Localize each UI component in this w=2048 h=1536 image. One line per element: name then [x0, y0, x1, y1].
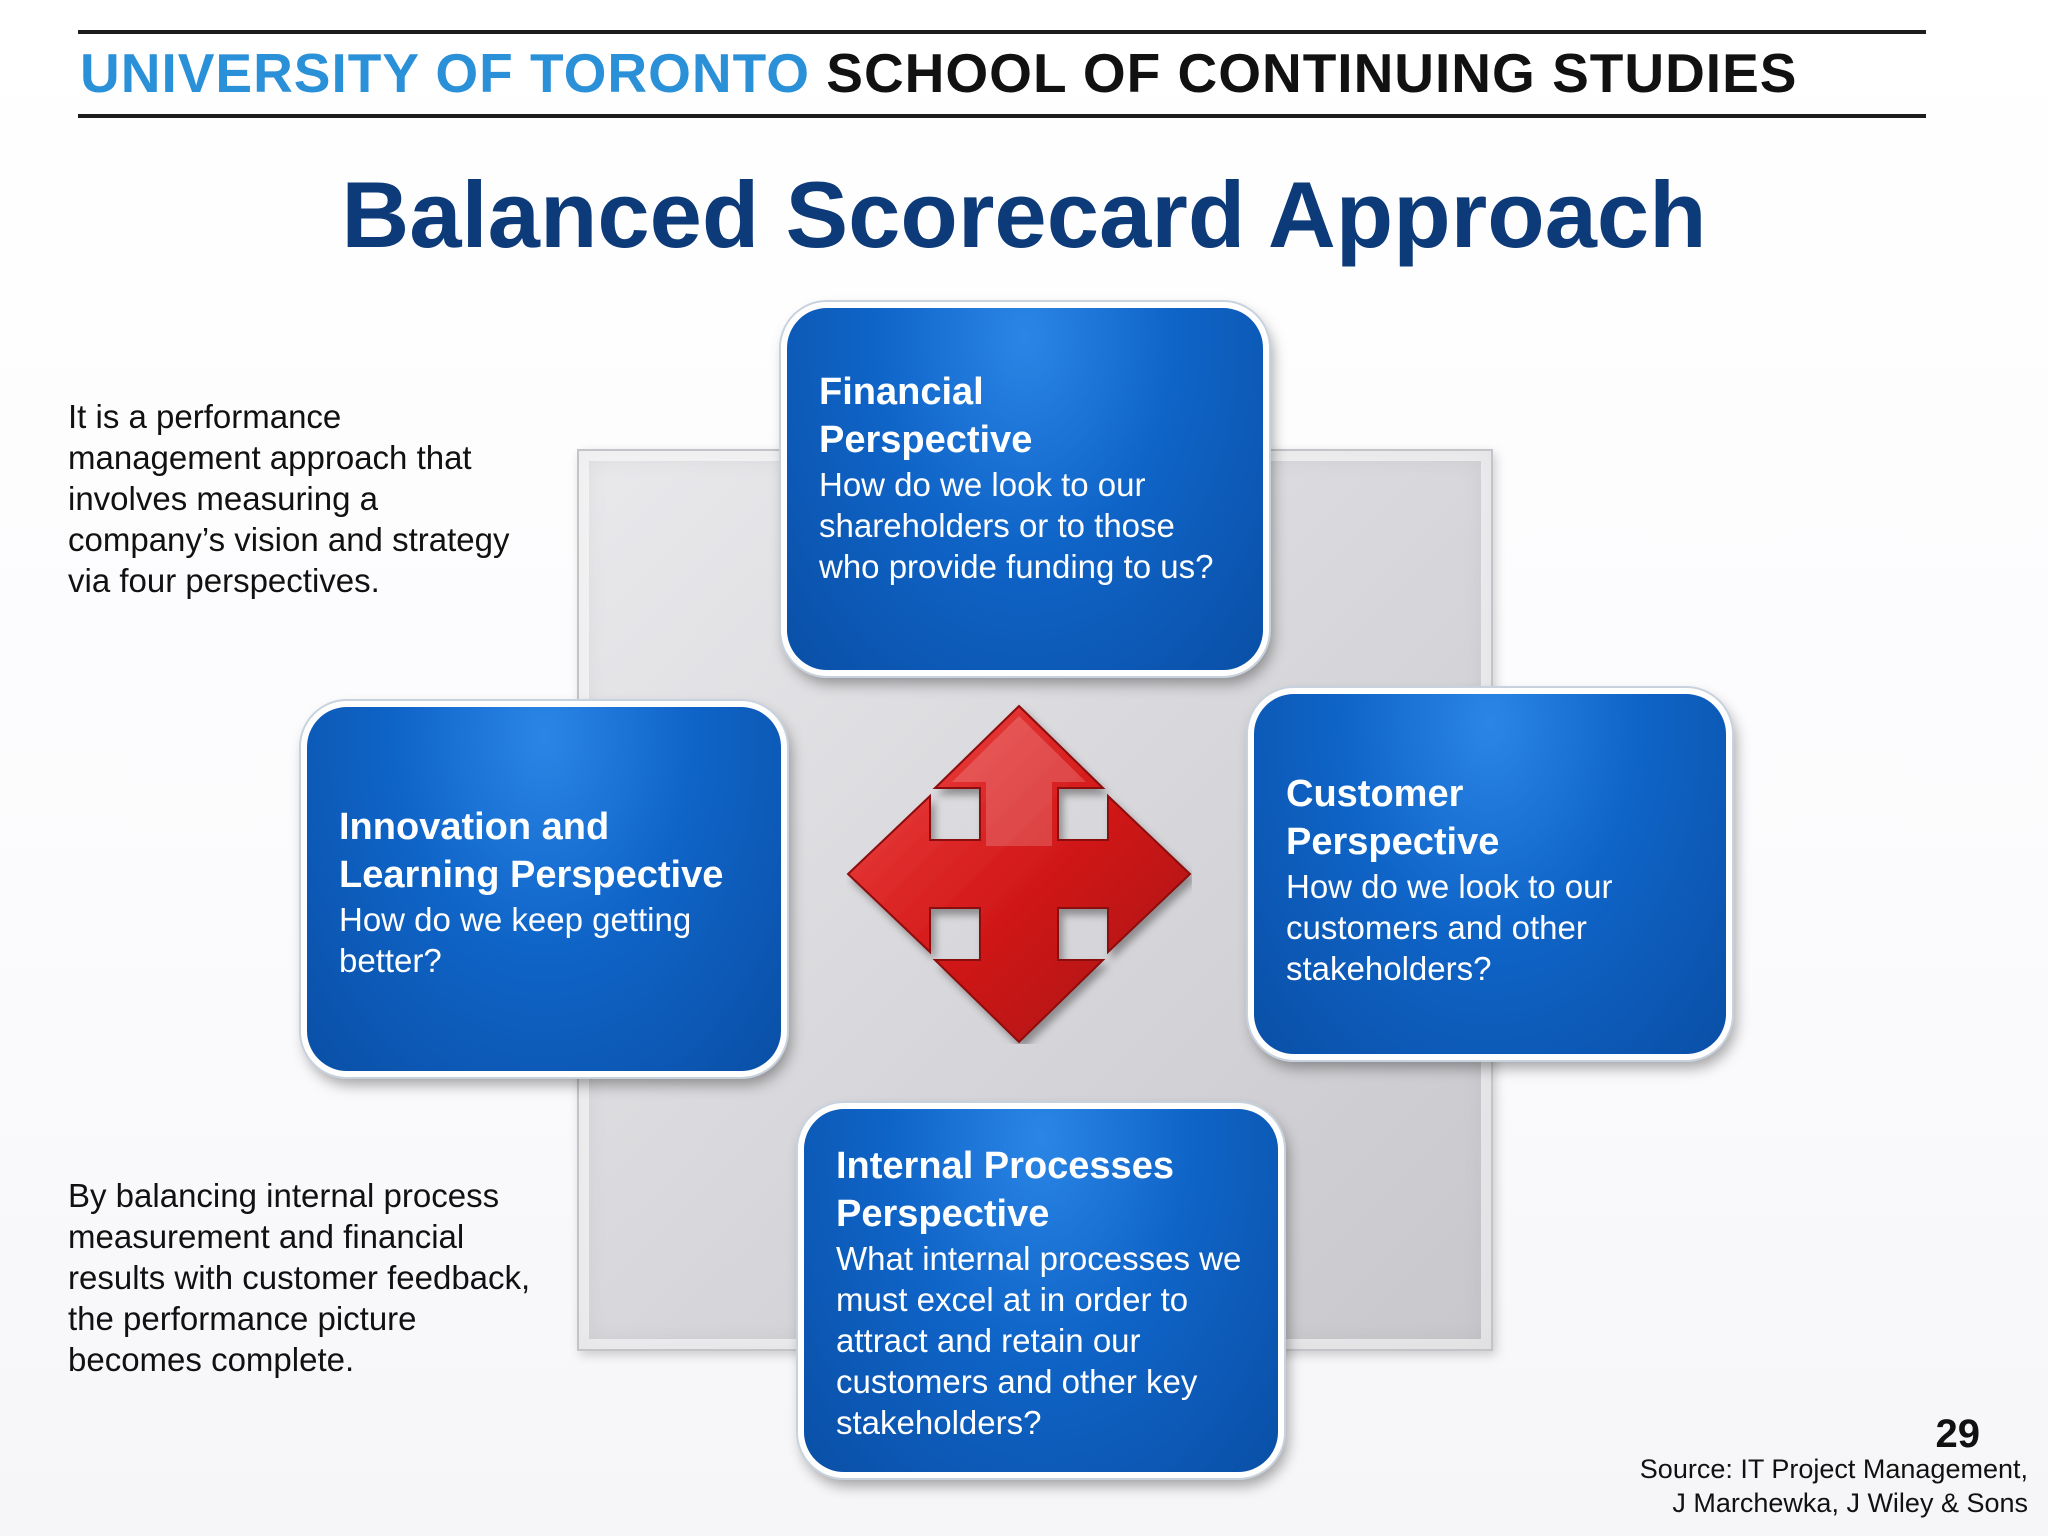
internal-processes-perspective-question: What internal processes we must excel at in order to attract and retain our customers and other key stakeholders?: [836, 1240, 1242, 1441]
customer-perspective-card: [1248, 688, 1732, 1060]
internal-processes-perspective-title: Internal Processes Perspective: [836, 1145, 1174, 1235]
source-citation: [1540, 1452, 2028, 1520]
four-way-arrow-icon: [846, 704, 1192, 1044]
financial-perspective-title: Financial Perspective: [819, 371, 1033, 461]
innovation-learning-perspective-title: Innovation and Learning Perspective: [339, 806, 724, 896]
slide-title: Balanced Scorecard Approach: [341, 162, 1707, 267]
definition-text: It is a performance management approach that involves measuring a company’s vision and strategy via four perspectives.: [68, 398, 510, 599]
school-name: SCHOOL OF CONTINUING STUDIES: [826, 42, 1798, 104]
internal-processes-perspective-card: [798, 1103, 1284, 1478]
header-top-rule: [78, 30, 1926, 34]
innovation-learning-perspective-question: How do we keep getting better?: [339, 901, 692, 979]
source-line-1: Source: IT Project Management,: [1639, 1454, 2028, 1484]
rationale-text: By balancing internal process measurement and financial results with customer feedback, the performance picture becomes complete.: [68, 1177, 531, 1378]
financial-perspective-question: How do we look to our shareholders or to those who provide funding to us?: [819, 466, 1214, 585]
source-line-2: J Marchewka, J Wiley & Sons: [1672, 1488, 2028, 1518]
customer-perspective-title: Customer Perspective: [1286, 773, 1500, 863]
page-number: 29: [1935, 1412, 1980, 1456]
financial-perspective-card: [781, 302, 1269, 676]
institution-name: UNIVERSITY OF TORONTO: [80, 42, 810, 104]
innovation-learning-perspective-card: [301, 701, 787, 1077]
header-bottom-rule: [78, 114, 1926, 118]
institution-header: [80, 36, 1920, 110]
customer-perspective-question: How do we look to our customers and other stakeholders?: [1286, 868, 1613, 987]
